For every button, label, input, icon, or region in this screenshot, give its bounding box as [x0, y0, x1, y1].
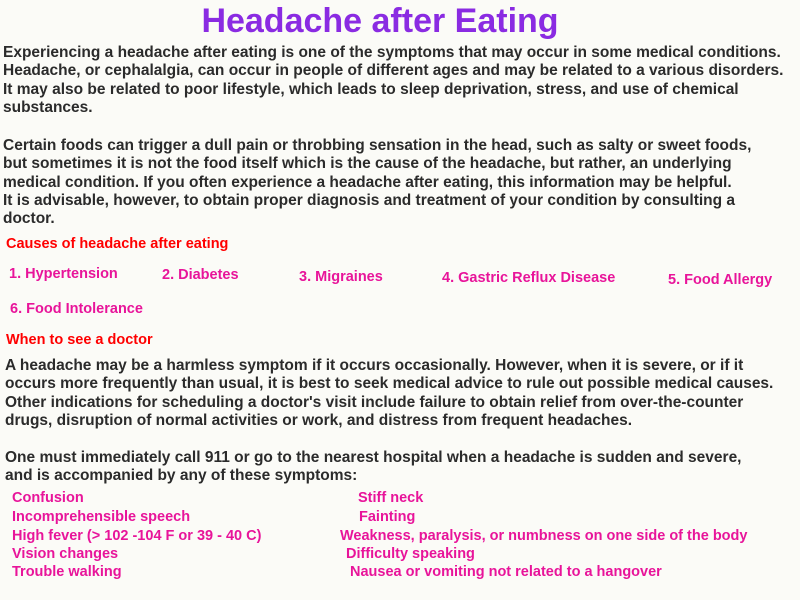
symptom-item: Trouble walking: [12, 564, 122, 580]
doctor-paragraph-1: A headache may be a harmless symptom if it occurs occasionally. However, when it is severe, or if it occurs more frequently than usual, it is best to seek medical advice to rule out possible medical causes. Other indications for scheduling a doctor's visit include failure to obtain relief from over-the-counter drugs, disruption of normal activities or work, and distress from frequent headaches.: [5, 357, 774, 429]
symptom-item: Nausea or vomiting not related to a hangover: [350, 564, 662, 580]
symptom-item: Confusion: [12, 490, 84, 506]
symptom-item: Weakness, paralysis, or numbness on one side of the body: [340, 528, 748, 544]
cause-item: 2. Diabetes: [162, 267, 239, 283]
intro-paragraph-2: Certain foods can trigger a dull pain or throbbing sensation in the head, such as salty or sweet foods, but sometimes it is not the food itself which is the cause of the headache, but rather, an underlying medical condition. If you often experience a headache after eating, this information may be helpful. It is advisable, however, to obtain proper diagnosis and treatment of your condition by consulting a doctor.: [3, 137, 752, 228]
symptom-item: Difficulty speaking: [346, 546, 475, 562]
cause-item: 6. Food Intolerance: [10, 301, 143, 317]
symptom-item: Vision changes: [12, 546, 119, 562]
symptom-item: Stiff neck: [358, 490, 424, 506]
page-title: Headache after Eating: [201, 2, 559, 40]
cause-item: 3. Migraines: [299, 269, 383, 285]
causes-heading: Causes of headache after eating: [6, 236, 229, 252]
cause-item: 5. Food Allergy: [668, 272, 773, 288]
intro-paragraph-1: Experiencing a headache after eating is one of the symptoms that may occur in some medical conditions. Headache, or cephalalgia, can occur in people of different ages and may be related to a various disorders. It may also be related to poor lifestyle, which leads to sleep deprivation, stress, and use of chemical substances.: [3, 44, 784, 116]
cause-item: 1. Hypertension: [9, 266, 118, 282]
symptom-item: Incomprehensible speech: [12, 509, 191, 525]
symptom-item: Fainting: [359, 509, 416, 525]
cause-item: 4. Gastric Reflux Disease: [442, 270, 616, 286]
symptom-item: High fever (> 102 -104 F or 39 - 40 C): [12, 528, 262, 544]
doctor-heading: When to see a doctor: [6, 332, 153, 348]
doctor-paragraph-2: One must immediately call 911 or go to the nearest hospital when a headache is sudden and severe, and is accompanied by any of these symptoms:: [5, 449, 742, 485]
